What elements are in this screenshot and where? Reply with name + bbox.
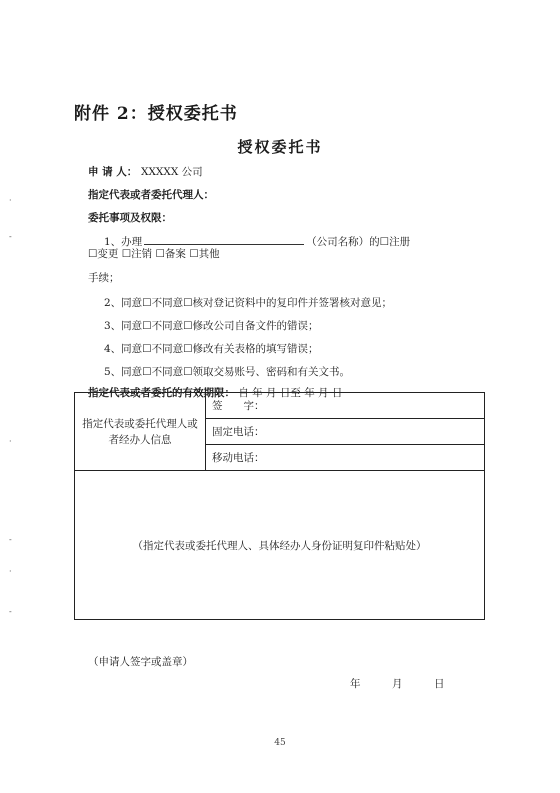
item-1-prefix: 1、办理 [104,236,143,248]
info-label-cell: 指定代表或委托代理人或者经办人信息 [75,393,206,471]
company-name-blank[interactable] [144,234,304,245]
id-paste-area: （指定代表或委托代理人、具体经办人身份证明复印件粘贴处） [75,471,485,620]
signature-field[interactable]: 签 字： [206,393,485,419]
margin-mark: · [9,567,12,576]
validity-label: 指定代表或者委托的有效期限： [88,387,235,399]
scope-label: 委托事项及权限： [88,212,172,224]
item-2: 2、同意☐不同意☐核对登记资料中的复印件并签署核对意见； [104,297,393,309]
item-5: 5、同意☐不同意☐领取交易账号、密码和有关文书。 [104,366,351,378]
margin-mark: - [9,232,12,241]
applicant-label: 申 请 人： [88,166,138,178]
margin-mark: - [9,535,12,544]
margin-mark: - [9,607,12,616]
representative-info-table [74,392,485,620]
mobile-field[interactable]: 移动电话： [206,445,485,471]
landline-field[interactable]: 固定电话： [206,419,485,445]
margin-mark: · [9,437,12,446]
applicant-row [88,164,203,179]
item-4: 4、同意☐不同意☐修改有关表格的填写错误； [104,343,319,355]
item-1-end: 手续； [88,272,120,284]
applicant-value: XXXXX 公司 [140,166,203,178]
applicant-sign-note: （申请人签字或盖章） [88,656,193,668]
sign-date: 年 月 日 [350,678,445,690]
page-number: 45 [274,738,286,748]
item-1-suffix: （公司名称）的☐注册 [306,236,411,248]
item-3: 3、同意☐不同意☐修改公司自备文件的错误； [104,320,319,332]
validity-value: 自 年 月 日至 年 月 日 [238,387,343,399]
attachment-heading: 附件 2：授权委托书 [74,104,238,124]
representative-label: 指定代表或者委托代理人： [88,189,214,201]
document-title: 授权委托书 [237,138,323,156]
margin-mark: · [9,196,12,205]
item-1-options: ☐变更 ☐注销 ☐备案 ☐其他 [88,248,220,260]
